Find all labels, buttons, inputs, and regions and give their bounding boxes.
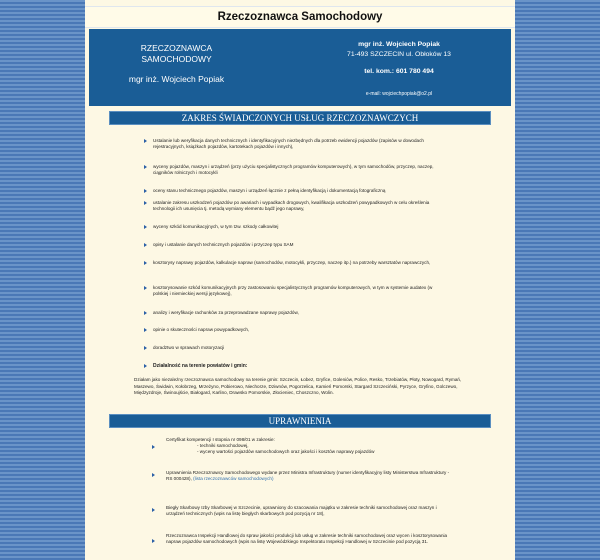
contact-phone: tel. kom.: 601 780 494 — [364, 68, 434, 75]
bullet-icon — [144, 243, 147, 247]
list-item: oceny stanu technicznego pojazdów, maszyn i urządzeń łącznie z pełną identyfikacją i dokumentacją fotograficzną — [153, 188, 443, 194]
permission-text: Uprawnienia Rzeczoznawcy Samochodowego wydane przez Ministra Infrastruktury (numer identyfikacyjny listy Ministerstwa Infrastruktury - RS 000428), — [166, 470, 450, 481]
list-item: Działalność na terenie powiatów i gmin: — [153, 363, 443, 369]
permission-detail: - techniki samochodowej, — [197, 443, 249, 448]
contact-email[interactable]: e-mail: wojciechpopiak@o2.pl — [365, 91, 433, 97]
list-item: opisy i ustalanie danych technicznych pojazdów i przyczep typu SAM — [153, 242, 443, 248]
header-owner: mgr inż. Wojciech Popiak — [128, 74, 225, 84]
permission-item — [166, 533, 456, 545]
bullet-icon — [144, 225, 147, 229]
header-title-line2: SAMOCHODOWY — [141, 54, 212, 64]
permissions-heading: UPRAWNIENIA — [109, 414, 491, 428]
bullet-icon — [144, 286, 147, 290]
bullet-icon — [144, 165, 147, 169]
bullet-icon — [152, 445, 155, 449]
experts-list-link[interactable]: (lista rzeczoznawców samochodowych) — [193, 476, 274, 481]
list-item: analizy i weryfikacje rachunków za przeprowadzane naprawy pojazdów, — [153, 310, 443, 316]
header-contact — [289, 40, 509, 99]
bullet-icon — [144, 139, 147, 143]
service-area-text: Działam jako niezależny rzeczoznawca samochodowy na terenie gmin: Szczecin, Łobez, Gryfice, Goleniów, Police, Resko, Trzebiatów, Płoty, Nowogard, Rymań, Maszewo, Świdwin, Kołobrzeg, Mrzeżyno, Pobierowo, Niechorze, Dziwnów, Pogorzelica, Kamień Pomorski, Stargard Szczeciński, Pyrzyce, Gryfino, Golczewo, Międzyzdroje, Świnoujście, Białogard, Karlino, Drawsko Pomorskie, Złocieniec, Choszczno, Wolin. — [134, 377, 462, 395]
page-content — [85, 0, 515, 560]
list-item: kosztorysowanie szkód komunikacyjnych przy zastosowaniu specjalistycznych programów komputerowych, w tym w systemie audatex (w polskiej i niemieckiej wersji językowej), — [153, 285, 443, 297]
header-banner — [89, 29, 511, 106]
list-item: doradztwo w sprawach motoryzacji — [153, 345, 443, 351]
permission-certificate: Certyfikat kompetencji I stopnia nr 098/01 w zakresie: — [166, 437, 275, 442]
permission-text: Biegły Skarbowy Izby Skarbowej w Szczecinie, uprawniony do szacowania majątku w zakresie techniki samochodowej oraz maszyn i urządzeń technicznych (wpis na listę biegłych skarbowych pod pozycją nr 18), — [166, 505, 437, 516]
bullet-icon — [152, 539, 155, 543]
permission-text: Rzeczoznawca Inspekcji Handlowej do spraw jakości produkcji lub usług w zakresie techniki samochodowej oraz wycen i kosztorysowania napraw pojazdów samochodowych (wpis na listę Wojewódzkiego Inspektoratu Inspekcji Handlowej w Szczecinie pod pozycją 31. — [166, 533, 448, 544]
bullet-icon — [144, 201, 147, 205]
page-title: Rzeczoznawca Samochodowy — [85, 6, 515, 28]
list-item: wyceny szkód komunikacyjnych, w tym tzw. szkody całkowitej — [153, 224, 443, 230]
list-item: opinie o skuteczności napraw powypadkowych, — [153, 327, 443, 333]
list-item: ustalanie zakresu uszkodzeń pojazdów po awariach i wypadkach drogowych, kwalifikacja uszkodzeń powypadkowych w celu określenia technologii ich usunięcia tj. metodą wymiany elementu bądź jego naprawy, — [153, 200, 443, 212]
list-item: wyceny pojazdów, maszyn i urządzeń (przy użyciu specjalistycznych programów komputerowych), w tym samochodów, przyczep, naczep, ciągników rolniczych i motocykli — [153, 164, 443, 176]
contact-name: mgr inż. Wojciech Popiak — [358, 41, 440, 48]
bullet-icon — [144, 261, 147, 265]
header-title-line1: RZECZOZNAWCA — [140, 43, 213, 53]
bullet-icon — [144, 189, 147, 193]
permission-item — [166, 437, 456, 455]
contact-address: 71-493 SZCZECIN ul. Obłoków 13 — [347, 51, 451, 58]
permission-item — [166, 470, 456, 482]
services-heading: ZAKRES ŚWIADCZONYCH USŁUG RZECZOZNAWCZYCH — [109, 111, 491, 125]
bullet-icon — [152, 473, 155, 477]
bullet-icon — [144, 328, 147, 332]
bullet-icon — [144, 346, 147, 350]
bullet-icon — [144, 364, 147, 368]
header-left — [99, 43, 254, 85]
permission-detail: - wyceny wartości pojazdów samochodowych oraz jakości i kosztów naprawy pojazdów — [197, 449, 375, 454]
bullet-icon — [152, 508, 155, 512]
list-item: Ustalanie lub weryfikacja danych technicznych i identyfikacyjnych niezbędnych dla potrzeb ewidencji pojazdów (zapisów w dowodach rejestracyjnych, książkach pojazdów, kartotekach pojazdów i innych), — [153, 138, 443, 150]
permission-item — [166, 505, 456, 517]
list-item: kosztorysy naprawy pojazdów, kalkulacje napraw (samochodów, motocykli, przyczep, naczep itp.) na potrzeby warsztatów naprawczych, — [153, 260, 443, 266]
bullet-icon — [144, 311, 147, 315]
